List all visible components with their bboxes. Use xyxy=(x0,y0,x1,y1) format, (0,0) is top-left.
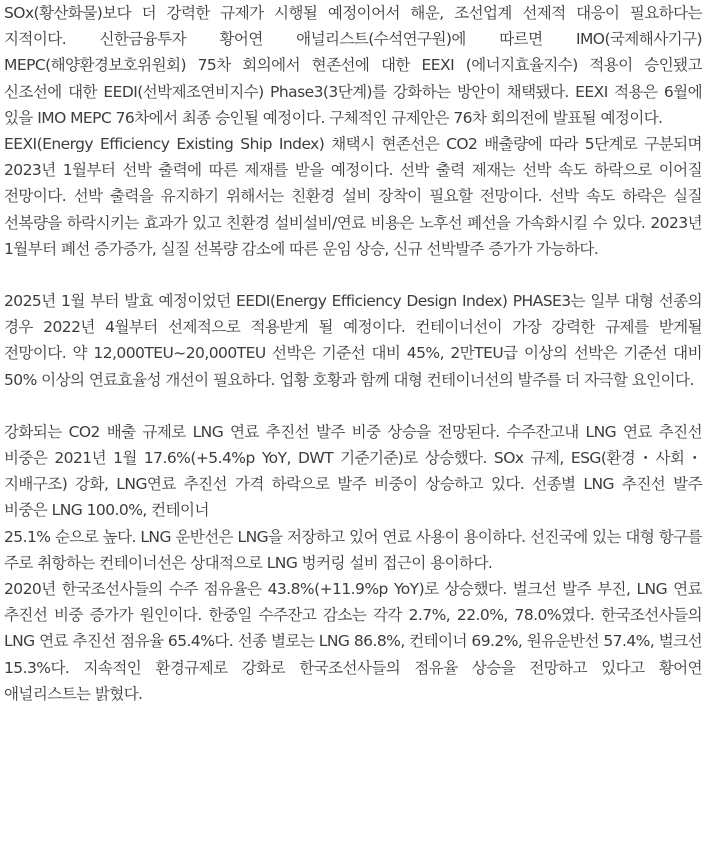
paragraph-spacer xyxy=(4,393,702,419)
paragraph-lng-carrier: 25.1% 순으로 높다. LNG 운반선은 LNG을 저장하고 있어 연료 사용이 용이하다. 선진국에 있는 대형 항구를 주로 취항하는 컨테이너선은 상대적으로 LNG 벙커링 설비 접근이 용이하다. xyxy=(4,527,702,572)
paragraph-korea-shipbuilders: 2020년 한국조선사들의 수주 점유율은 43.8%(+11.9%p YoY)로 상승했다. 벌크선 발주 부진, LNG 연료 추진선 비중 증가가 원인이다. 한중일 수주잔고 감소는 각각 2.7%, 22.0%, 78.0%였다. 한국조선사들의 LNG 연료 추진선 점유율 65.4%다. 선종 별로는 LNG 86.8%, 컨테이너 69.2%, 원유운반선 57.4%, 벌크선 15.3%다. 지속적인 환경규제로 강화로 한국조선사들의 점유율 상승을 전망하고 있다고 황어연 애널리스트는 밝혔다. xyxy=(4,580,702,703)
paragraph-spacer xyxy=(4,262,702,288)
paragraph-lng-order-share: 강화되는 CO2 배출 규제로 LNG 연료 추진선 발주 비중 상승을 전망된다. 수주잔고내 LNG 연료 추진선 비중은 2021년 1월 17.6%(+5.4%p YoY, DWT 기준기준)로 상승했다. SOx 규제, ESG(환경・사회・지배구조) 강화, LNG연료 추진선 가격 하락으로 발주 비중이 상승하고 있다. 선종별 LNG 추진선 발주 비중은 LNG 100.0%, 컨테이너 xyxy=(4,422,702,520)
paragraph-eedi-phase3: 2025년 1월 부터 발효 예정이었던 EEDI(Energy Efficiency Design Index) PHASE3는 일부 대형 선종의 경우 2022년 4월부터 선제적으로 적용받게 될 예정이다. 컨테이너선이 가장 강력한 규제를 받게될 전망이다. 약 12,000TEU~20,000TEU 선박은 기준선 대비 45%, 2만TEU급 이상의 선박은 기준선 대비 50% 이상의 연료효율성 개선이 필요하다. 업황 호황과 함께 대형 컨테이너선의 발주를 더 자극할 요인이다. xyxy=(4,292,702,389)
paragraph-eexi: EEXI(Energy Efficiency Existing Ship Index) 채택시 현존선은 CO2 배출량에 따라 5단계로 구분되며 2023년 1월부터 선박 출력에 따른 제재를 받을 예정이다. 선박 출력 제재는 선박 속도 하락으로 이어질 전망이다. 선박 출력을 유지하기 위해서는 친환경 설비 장착이 필요할 전망이다. 선박 속도 하락은 실질 선복량을 하락시키는 효과가 있고 친환경 설비설비/연료 비용은 노후선 폐선을 가속화시킬 수 있다. 2023년 1월부터 폐선 증가증가, 실질 선복량 감소에 따른 운임 상승, 신규 선박발주 증가가 가능하다. xyxy=(4,135,702,258)
paragraph-regulation-intro: SOx(황산화물)보다 더 강력한 규제가 시행될 예정이어서 해운, 조선업계 선제적 대응이 필요하다는 지적이다. 신한금융투자 황어연 애널리스트(수석연구원)에 따르면 IMO(국제해사기구) MEPC(해양환경보호위원회) 75차 회의에서 현존선에 대한 EEXI (에너지효율지수) 적용이 승인됐고 신조선에 대한 EEDI(선박제조연비지수) Phase3(3단계)를 강화하는 방안이 채택됐다. EEXI 적용은 6월에 있을 IMO MEPC 76차에서 최종 승인될 예정이다. 구체적인 규제안은 76차 회의전에 발표될 예정이다. xyxy=(4,4,702,127)
